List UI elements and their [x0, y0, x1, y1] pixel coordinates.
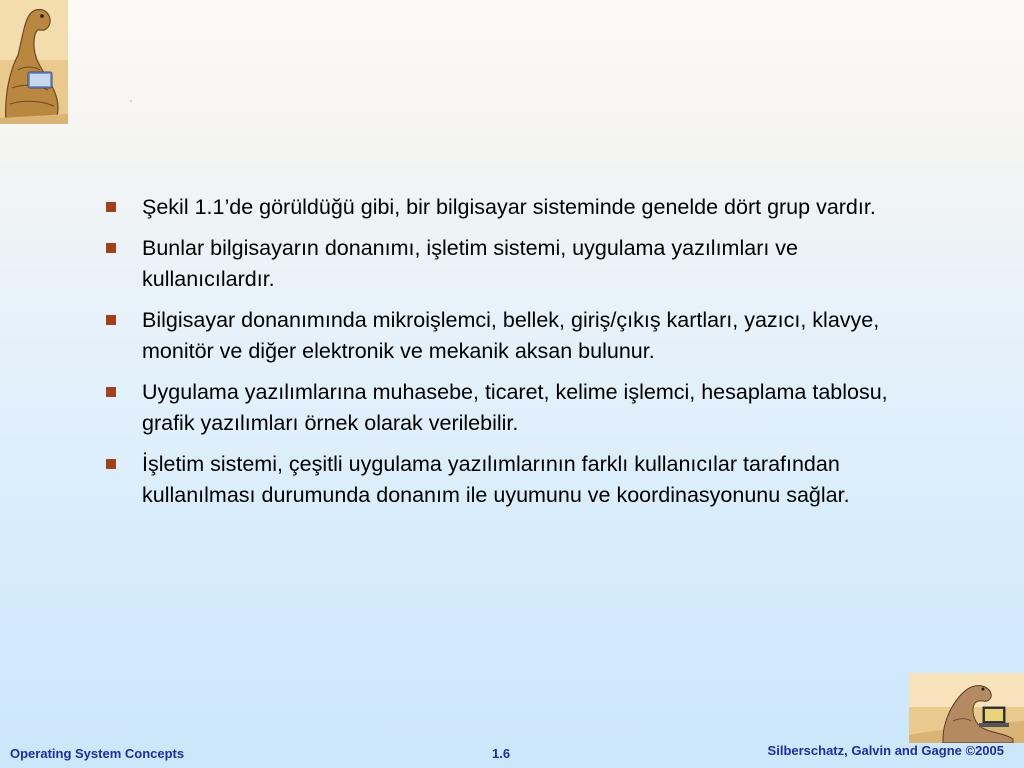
bullet-text: Bilgisayar donanımında mikroişlemci, bellek, giriş/çıkış kartları, yazıcı, klavye, monitör ve diğer elektronik ve mekanik aksan bulunur.	[142, 308, 880, 363]
square-bullet-icon	[106, 202, 116, 212]
bullet-text: Uygulama yazılımlarına muhasebe, ticaret, kelime işlemci, hesaplama tablosu, grafik yazılımları örnek olarak verilebilir.	[142, 380, 888, 435]
footer-page-number: 1.6	[492, 746, 511, 761]
bullet-item	[103, 377, 903, 439]
bullet-item	[103, 233, 903, 295]
square-bullet-icon	[106, 315, 116, 325]
bullet-list	[103, 192, 903, 521]
footer-book-title: Operating System Concepts	[10, 746, 185, 761]
bullet-text: Bunlar bilgisayarın donanımı, işletim sistemi, uygulama yazılımları ve kullanıcılardır.	[142, 236, 799, 291]
bullet-item	[103, 305, 903, 367]
square-bullet-icon	[106, 459, 116, 469]
bullet-item	[103, 449, 903, 511]
bullet-text: İşletim sistemi, çeşitli uygulama yazılımlarının farklı kullanıcılar tarafından kullanılması durumunda donanım ile uyumunu ve koordinasyonunu sağlar.	[142, 452, 850, 507]
decorative-dot	[130, 100, 132, 102]
footer-copyright: Silberschatz, Galvin and Gagne ©2005	[767, 743, 1004, 758]
square-bullet-icon	[106, 387, 116, 397]
bullet-text: Şekil 1.1’de görüldüğü gibi, bir bilgisayar sisteminde genelde dört grup vardır.	[142, 195, 876, 219]
dinosaur-reading-icon	[0, 0, 68, 124]
bullet-item	[103, 192, 903, 223]
square-bullet-icon	[106, 243, 116, 253]
dinosaur-laptop-icon	[909, 673, 1024, 743]
